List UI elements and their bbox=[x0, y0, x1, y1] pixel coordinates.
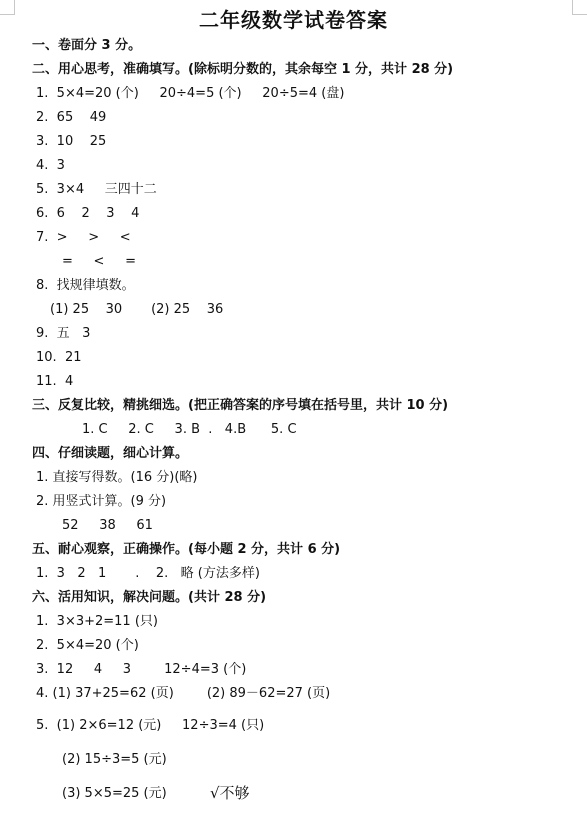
answer-2-7-row2: = < = bbox=[62, 254, 137, 269]
section-1-heading: 一、卷面分 3 分。 bbox=[32, 38, 142, 53]
answer-2-11: 11. 4 bbox=[36, 374, 74, 389]
answer-2-8-values: (1) 25 30 (2) 25 36 bbox=[50, 302, 224, 317]
section-2-heading: 二、用心思考，准确填写。(除标明分数的，其余每空 1 分，共计 28 分) bbox=[32, 62, 454, 77]
section-6-heading: 六、活用知识，解决问题。(共计 28 分) bbox=[32, 590, 267, 605]
section-3-heading: 三、反复比较，精挑细选。(把正确答案的序号填在括号里，共计 10 分) bbox=[32, 398, 449, 413]
check-mark-not-enough: √不够 bbox=[210, 784, 250, 802]
answer-2-1: 1. 5×4=20 (个) 20÷4=5 (个) 20÷5=4 (盘) bbox=[36, 86, 345, 101]
answer-6-2: 2. 5×4=20 (个) bbox=[36, 638, 139, 653]
answer-4-1: 1. 直接写得数。(16 分)(略) bbox=[36, 470, 198, 485]
answer-6-3: 3. 12 4 3 12÷4=3 (个) bbox=[36, 662, 247, 677]
section-4-heading: 四、仔细读题，细心计算。 bbox=[32, 446, 189, 461]
answer-6-5-1: 5. (1) 2×6=12 (元) 12÷3=4 (只) bbox=[36, 718, 265, 733]
answer-5: 1. 3 2 1 . 2. 略 (方法多样) bbox=[36, 566, 260, 581]
answer-2-5: 5. 3×4 三四十二 bbox=[36, 182, 157, 197]
answer-2-8: 8. 找规律填数。 bbox=[36, 278, 135, 293]
answer-2-4: 4. 3 bbox=[36, 158, 65, 173]
answer-2-10: 10. 21 bbox=[36, 350, 82, 365]
page-title: 二年级数学试卷答案 bbox=[199, 8, 388, 32]
answer-2-7: 7. > > < bbox=[36, 230, 131, 245]
answer-2-3: 3. 10 25 bbox=[36, 134, 107, 149]
answer-4-2: 2. 用竖式计算。(9 分) bbox=[36, 494, 167, 509]
answer-2-9: 9. 五 3 bbox=[36, 326, 91, 341]
answer-6-1: 1. 3×3+2=11 (只) bbox=[36, 614, 158, 629]
answer-6-5-3: (3) 5×5=25 (元) bbox=[62, 786, 167, 801]
answer-2-6: 6. 6 2 3 4 bbox=[36, 206, 140, 221]
section-5-heading: 五、耐心观察，正确操作。(每小题 2 分，共计 6 分) bbox=[32, 542, 341, 557]
answer-3-choices: 1. C 2. C 3. B . 4.B 5. C bbox=[82, 422, 297, 437]
answer-4-2-values: 52 38 61 bbox=[62, 518, 153, 533]
answer-6-4: 4. (1) 37+25=62 (页) (2) 89－62=27 (页) bbox=[36, 686, 331, 701]
answer-2-2: 2. 65 49 bbox=[36, 110, 107, 125]
answer-6-5-2: (2) 15÷3=5 (元) bbox=[62, 752, 167, 767]
